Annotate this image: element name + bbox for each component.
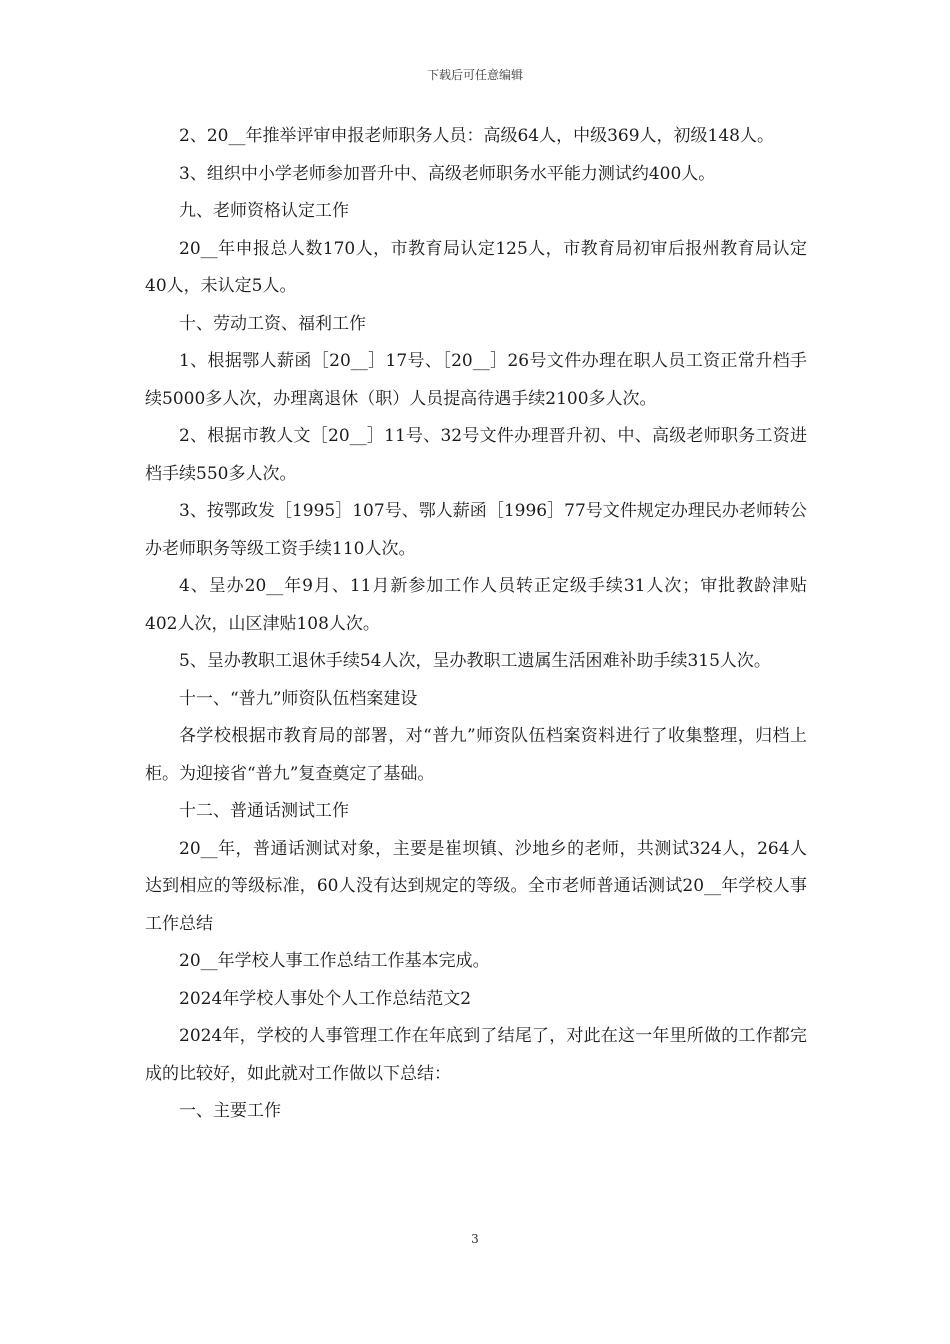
sample-title: 2024年学校人事处个人工作总结范文2 — [179, 988, 472, 1009]
paragraph-wage-item-3: 3、按鄂政发［1995］107号、鄂人薪函［1996］77号文件规定办理民办老师转公办老师职务等级工资手续110人次。 — [145, 501, 807, 559]
page-number: 3 — [471, 1232, 479, 1246]
paragraph-mandarin-test: 20__年，普通话测试对象，主要是崔坝镇、沙地乡的老师，共测试324人，264人达到相应的等级标准，60人没有达到规定的等级。全市老师普通话测试20__年学校人事工作总结 — [145, 838, 807, 934]
paragraph-wage-item-5: 5、呈办教职工退休手续54人次，呈办教职工遗属生活困难补助手续315人次。 — [179, 651, 771, 671]
paragraph-wage-item-2: 2、根据市教人文［20__］11号、32号文件办理晋升初、中、高级老师职务工资进档手续550多人次。 — [145, 426, 807, 484]
paragraph-summary-complete: 20__年学校人事工作总结工作基本完成。 — [179, 951, 490, 971]
section-heading-archives: 十一、“普九”师资队伍档案建设 — [179, 688, 418, 709]
section-heading-main-work: 一、主要工作 — [179, 1101, 281, 1121]
paragraph-wage-item-1: 1、根据鄂人薪函［20__］17号、［20__］26号文件办理在职人员工资正常升档手续5000多人次，办理离退休（职）人员提高待遇手续2100多人次。 — [145, 351, 807, 409]
section-heading-wages-welfare: 十、劳动工资、福利工作 — [179, 313, 366, 334]
section-heading-qualification: 九、老师资格认定工作 — [179, 201, 349, 221]
page-header: 下载后可任意编辑 — [426, 68, 523, 82]
section-heading-mandarin-test: 十二、普通话测试工作 — [179, 801, 349, 821]
paragraph-intro-2024: 2024年，学校的人事管理工作在年底到了结尾了，对此在这一年里所做的工作都完成的比较好，如此就对工作做以下总结： — [145, 1026, 807, 1084]
paragraph-archives: 各学校根据市教育局的部署，对“普九”师资队伍档案资料进行了收集整理，归档上柜。为迎接省“普九”复查奠定了基础。 — [145, 726, 807, 784]
paragraph-wage-item-4: 4、呈办20__年9月、11月新参加工作人员转正定级手续31人次；审批教龄津贴402人次，山区津贴108人次。 — [145, 576, 807, 634]
paragraph-ability-test: 3、组织中小学老师参加晋升中、高级老师职务水平能力测试约400人。 — [179, 163, 716, 184]
document-body — [145, 118, 807, 1131]
paragraph-nomination-stats: 2、20__年推举评审申报老师职务人员：高级64人，中级369人，初级148人。 — [179, 126, 774, 146]
paragraph-qualification-stats: 20__年申报总人数170人，市教育局认定125人，市教育局初审后报州教育局认定40人，未认定5人。 — [145, 238, 807, 296]
